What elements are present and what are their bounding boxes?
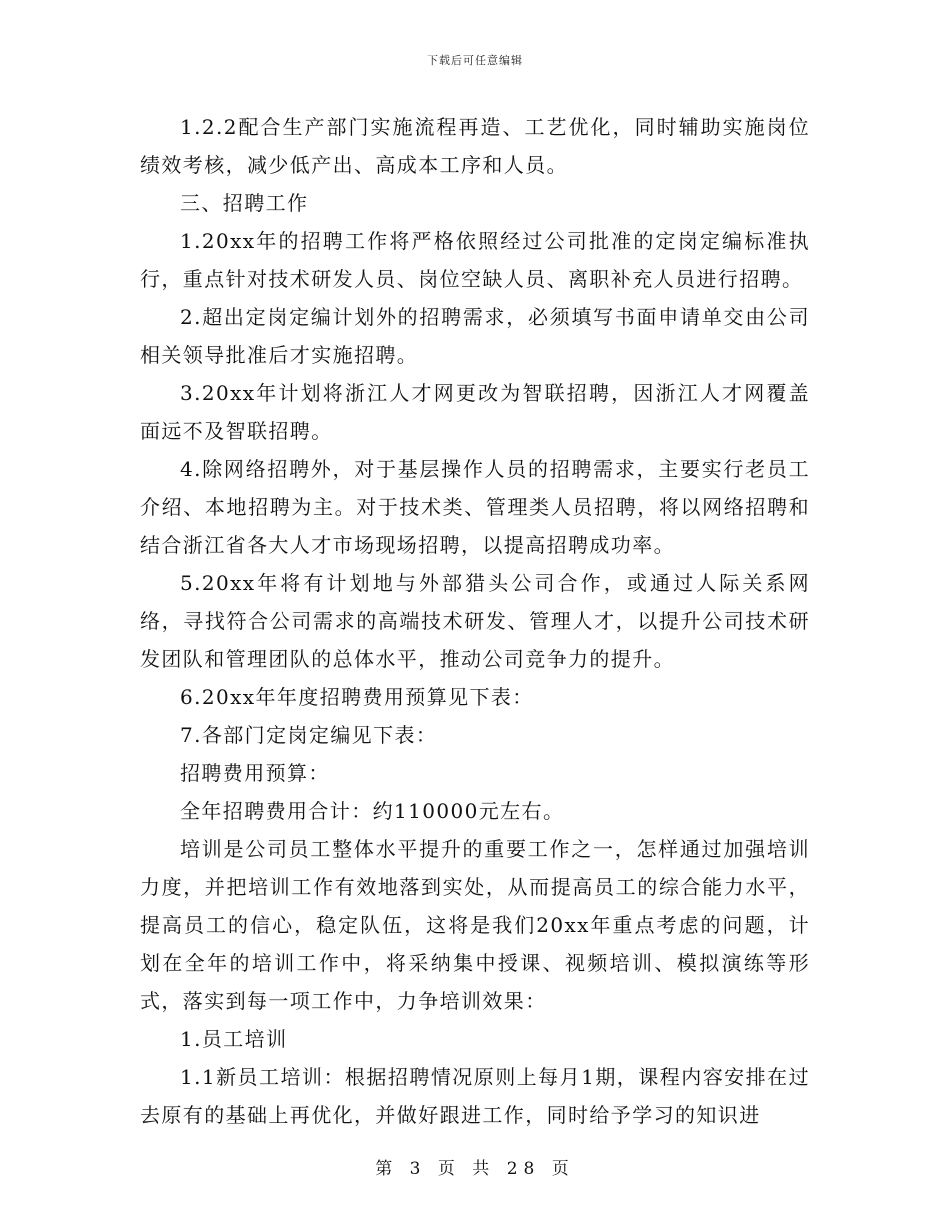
heading-staff-training: 1.员工培训 bbox=[180, 1027, 288, 1051]
paragraph-recruit-4: 4.除网络招聘外，对于基层操作人员的招聘需求，主要实行老员工介绍、本地招聘为主。对于技术类、管理类人员招聘，将以网络招聘和结合浙江省各大人才市场现场招聘，以提高招聘成功率。 bbox=[140, 457, 810, 557]
paragraph-1-2-2: 1.2.2配合生产部门实施流程再造、工艺优化，同时辅助实施岗位绩效考核，减少低产出、高成本工序和人员。 bbox=[140, 115, 810, 177]
paragraph-budget-label: 招聘费用预算： bbox=[180, 761, 330, 785]
paragraph-recruit-1: 1.20xx年的招聘工作将严格依照经过公司批准的定岗定编标准执行，重点针对技术研发人员、岗位空缺人员、离职补充人员进行招聘。 bbox=[140, 229, 810, 291]
header-note: 下载后可任意编辑 bbox=[427, 54, 523, 67]
paragraph-new-staff-training: 1.1新员工培训：根据招聘情况原则上每月1期，课程内容安排在过去原有的基础上再优化，并做好跟进工作，同时给予学习的知识进 bbox=[140, 1065, 810, 1127]
paragraph-training-intro: 培训是公司员工整体水平提升的重要工作之一，怎样通过加强培训力度，并把培训工作有效地落到实处，从而提高员工的综合能力水平，提高员工的信心，稳定队伍，这将是我们20xx年重点考虑的问题，计划在全年的培训工作中，将采纳集中授课、视频培训、模拟演练等形式，落实到每一项工作中，力争培训效果： bbox=[140, 837, 810, 1013]
paragraph-recruit-5: 5.20xx年将有计划地与外部猎头公司合作，或通过人际关系网络，寻找符合公司需求的高端技术研发、管理人才，以提升公司技术研发团队和管理团队的总体水平，推动公司竞争力的提升。 bbox=[140, 571, 810, 671]
paragraph-budget-total: 全年招聘费用合计：约110000元左右。 bbox=[180, 799, 565, 823]
section-heading-recruitment: 三、招聘工作 bbox=[180, 191, 309, 215]
page-number: 第 3 页 共 28 页 bbox=[375, 1159, 575, 1179]
paragraph-recruit-3: 3.20xx年计划将浙江人才网更改为智联招聘，因浙江人才网覆盖面远不及智联招聘。 bbox=[140, 381, 810, 443]
paragraph-recruit-7: 7.各部门定岗定编见下表： bbox=[180, 723, 438, 747]
paragraph-recruit-2: 2.超出定岗定编计划外的招聘需求，必须填写书面申请单交由公司相关领导批准后才实施招聘。 bbox=[140, 305, 810, 367]
document-body bbox=[140, 108, 810, 1134]
paragraph-recruit-6: 6.20xx年年度招聘费用预算见下表： bbox=[180, 685, 534, 709]
